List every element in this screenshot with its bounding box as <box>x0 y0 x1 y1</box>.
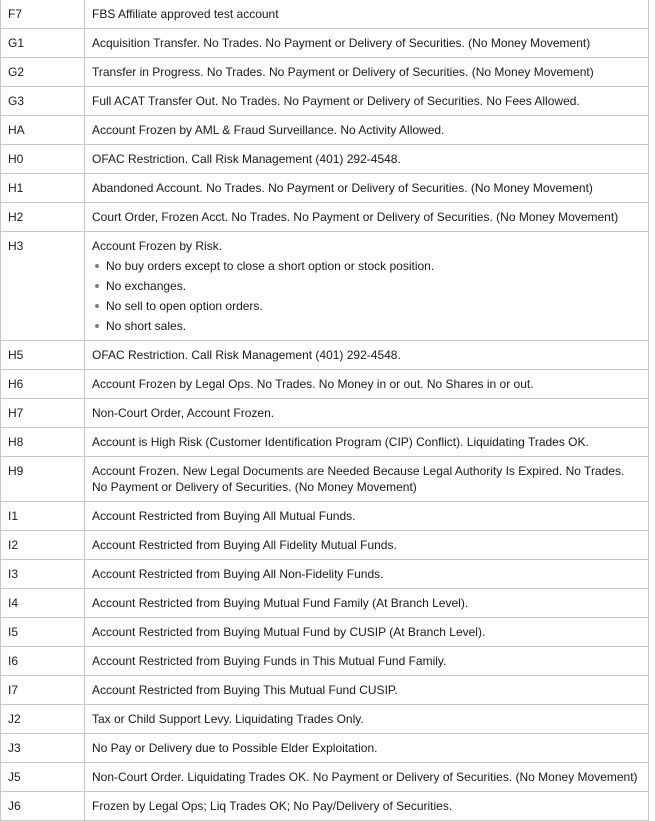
restriction-description: Account Restricted from Buying All Fidelity Mutual Funds. <box>92 538 397 552</box>
restriction-code: J5 <box>1 763 85 792</box>
restriction-bullet-text: No exchanges. <box>106 279 187 293</box>
restriction-description: Account Frozen by Legal Ops. No Trades. No Money in or out. No Shares in or out. <box>92 377 534 391</box>
restriction-description: Non-Court Order. Liquidating Trades OK. No Payment or Delivery of Securities. (No Money Movement) <box>92 770 638 784</box>
restriction-code: F7 <box>1 0 85 29</box>
restriction-code: H2 <box>1 203 85 232</box>
restriction-bullet-item <box>92 258 641 274</box>
restriction-description: Account Restricted from Buying Mutual Fund Family (At Branch Level). <box>92 596 469 610</box>
table-row <box>1 647 649 676</box>
table-row <box>1 0 649 29</box>
restriction-description: Account Frozen by AML & Fraud Surveillance. No Activity Allowed. <box>92 123 445 137</box>
restriction-description: Account Restricted from Buying All Non-Fidelity Funds. <box>92 567 384 581</box>
restriction-description-cell <box>85 174 649 203</box>
table-row <box>1 734 649 763</box>
restriction-description-cell <box>85 116 649 145</box>
restriction-description: Account Frozen by Risk. <box>92 239 223 253</box>
restriction-code: G3 <box>1 87 85 116</box>
restriction-description: No Pay or Delivery due to Possible Elder Exploitation. <box>92 741 378 755</box>
table-row <box>1 560 649 589</box>
restriction-code: H1 <box>1 174 85 203</box>
restriction-description: Account is High Risk (Customer Identification Program (CIP) Conflict). Liquidating Trades OK. <box>92 435 589 449</box>
restriction-code: J6 <box>1 792 85 821</box>
restriction-bullet-text: No sell to open option orders. <box>106 299 263 313</box>
restriction-description-cell <box>85 763 649 792</box>
restriction-description-cell <box>85 203 649 232</box>
restriction-code: I7 <box>1 676 85 705</box>
restriction-description-cell <box>85 618 649 647</box>
restriction-bullet-text: No buy orders except to close a short option or stock position. <box>106 259 435 273</box>
table-row <box>1 29 649 58</box>
restriction-description-cell <box>85 734 649 763</box>
restriction-description: Transfer in Progress. No Trades. No Payment or Delivery of Securities. (No Money Movement) <box>92 65 594 79</box>
restriction-description: Acquisition Transfer. No Trades. No Payment or Delivery of Securities. (No Money Movement) <box>92 36 591 50</box>
restriction-description-cell <box>85 145 649 174</box>
table-row <box>1 457 649 502</box>
table-row <box>1 531 649 560</box>
restriction-description-cell <box>85 0 649 29</box>
restriction-description-cell <box>85 647 649 676</box>
restriction-bullet-item <box>92 298 641 314</box>
restriction-code: I3 <box>1 560 85 589</box>
table-row <box>1 341 649 370</box>
restriction-code: G2 <box>1 58 85 87</box>
restriction-bullet-item <box>92 278 641 294</box>
restriction-code: HA <box>1 116 85 145</box>
restriction-code: I6 <box>1 647 85 676</box>
table-row <box>1 502 649 531</box>
table-row <box>1 589 649 618</box>
table-row <box>1 232 649 341</box>
table-row <box>1 399 649 428</box>
restriction-bullet-text: No short sales. <box>106 319 187 333</box>
table-row <box>1 203 649 232</box>
restriction-description: Abandoned Account. No Trades. No Payment or Delivery of Securities. (No Money Movement) <box>92 181 593 195</box>
restriction-description-cell <box>85 457 649 502</box>
restriction-description-cell <box>85 58 649 87</box>
restriction-description-cell <box>85 29 649 58</box>
restriction-description: Account Restricted from Buying This Mutual Fund CUSIP. <box>92 683 398 697</box>
restriction-bullet-list <box>92 258 641 334</box>
bullet-dot-icon <box>95 324 99 328</box>
restriction-description-cell <box>85 87 649 116</box>
restriction-description-cell <box>85 428 649 457</box>
table-body <box>1 0 649 821</box>
restriction-description-cell <box>85 370 649 399</box>
table-row <box>1 676 649 705</box>
restriction-code: I5 <box>1 618 85 647</box>
table-row <box>1 174 649 203</box>
table-row <box>1 370 649 399</box>
bullet-dot-icon <box>95 284 99 288</box>
restriction-description: Account Frozen. New Legal Documents are Needed Because Legal Authority Is Expired. No Trades. No Payment or Delivery of Securities. (No Money Movement) <box>92 464 625 494</box>
table-row <box>1 145 649 174</box>
restriction-code: I2 <box>1 531 85 560</box>
restriction-description-cell <box>85 676 649 705</box>
restriction-description-cell <box>85 232 649 341</box>
table-row <box>1 763 649 792</box>
table-row <box>1 116 649 145</box>
restriction-description: Account Restricted from Buying Funds in This Mutual Fund Family. <box>92 654 447 668</box>
restriction-description-cell <box>85 399 649 428</box>
restriction-description: Full ACAT Transfer Out. No Trades. No Payment or Delivery of Securities. No Fees Allowed. <box>92 94 580 108</box>
restriction-description: OFAC Restriction. Call Risk Management (401) 292-4548. <box>92 348 401 362</box>
restriction-code: H3 <box>1 232 85 341</box>
restriction-code: J2 <box>1 705 85 734</box>
restriction-code: I4 <box>1 589 85 618</box>
restriction-description: Tax or Child Support Levy. Liquidating Trades Only. <box>92 712 364 726</box>
restriction-description-cell <box>85 705 649 734</box>
restriction-code: J3 <box>1 734 85 763</box>
restriction-description: Court Order, Frozen Acct. No Trades. No Payment or Delivery of Securities. (No Money Movement) <box>92 210 619 224</box>
restriction-description-cell <box>85 531 649 560</box>
restriction-description-cell <box>85 502 649 531</box>
restriction-description: Non-Court Order, Account Frozen. <box>92 406 275 420</box>
restriction-description: Account Restricted from Buying All Mutual Funds. <box>92 509 356 523</box>
table-row <box>1 58 649 87</box>
restriction-description-cell <box>85 341 649 370</box>
restriction-code: H0 <box>1 145 85 174</box>
restriction-code: G1 <box>1 29 85 58</box>
table-row <box>1 428 649 457</box>
restriction-code: I1 <box>1 502 85 531</box>
restriction-description: FBS Affiliate approved test account <box>92 7 279 21</box>
restriction-description-cell <box>85 589 649 618</box>
table-row <box>1 618 649 647</box>
restriction-description-cell <box>85 792 649 821</box>
table-row <box>1 792 649 821</box>
restriction-code: H7 <box>1 399 85 428</box>
restriction-description-cell <box>85 560 649 589</box>
restriction-code: H5 <box>1 341 85 370</box>
restriction-description: OFAC Restriction. Call Risk Management (401) 292-4548. <box>92 152 401 166</box>
restriction-description: Account Restricted from Buying Mutual Fund by CUSIP (At Branch Level). <box>92 625 486 639</box>
restriction-code: H8 <box>1 428 85 457</box>
restriction-code: H6 <box>1 370 85 399</box>
table-row <box>1 705 649 734</box>
restriction-bullet-item <box>92 318 641 334</box>
bullet-dot-icon <box>95 264 99 268</box>
restriction-code: H9 <box>1 457 85 502</box>
table-row <box>1 87 649 116</box>
restriction-description: Frozen by Legal Ops; Liq Trades OK; No Pay/Delivery of Securities. <box>92 799 453 813</box>
bullet-dot-icon <box>95 304 99 308</box>
